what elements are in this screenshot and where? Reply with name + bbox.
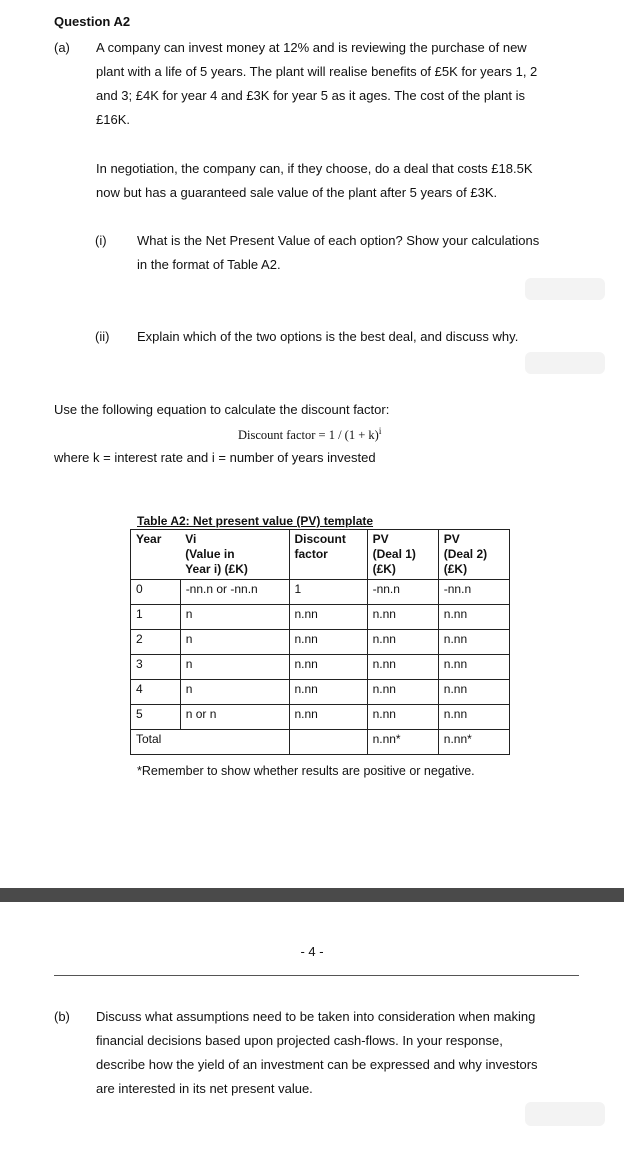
table-caption: Table A2: Net present value (PV) template [137, 514, 374, 528]
cell-year: 3 [131, 655, 181, 680]
cell-value: n [180, 655, 289, 680]
subquestion-i-text [137, 229, 597, 277]
cell-year: 1 [131, 605, 181, 630]
table-row [131, 680, 510, 705]
table-footnote: *Remember to show whether results are positive or negative. [137, 764, 475, 778]
part-b-line: are interested in its net present value. [96, 1081, 313, 1096]
header-vi-line: Year i) (£K) [185, 562, 248, 576]
table-total-row [131, 730, 510, 755]
cell-discount: n.nn [289, 655, 367, 680]
header-discount-line: Discount [294, 532, 346, 546]
cell-year: 0 [131, 580, 181, 605]
header-pv2-line: (Deal 2) [443, 547, 488, 561]
cell-discount: n.nn [289, 605, 367, 630]
header-vi [180, 530, 289, 580]
cell-discount: n.nn [289, 630, 367, 655]
part-b-line: financial decisions based upon projected cash-flows. In your response, [96, 1033, 503, 1048]
part-b-label: (b) [54, 1009, 70, 1024]
header-pv-deal-2 [438, 530, 509, 580]
header-pv1-line: (Deal 1) [372, 547, 416, 561]
cell-discount: n.nn [289, 705, 367, 730]
cell-total-value [180, 730, 289, 755]
header-year: Year [131, 530, 181, 580]
part-a-line: plant with a life of 5 years. The plant will realise benefits of £5K for years 1, 2 [96, 64, 538, 79]
cell-pv2: -nn.n [438, 580, 509, 605]
cell-year: 5 [131, 705, 181, 730]
page-number: - 4 - [300, 944, 324, 959]
cell-total-pv1: n.nn* [367, 730, 438, 755]
header-pv2-line: PV [443, 532, 460, 546]
cell-pv1: n.nn [367, 630, 438, 655]
cell-value: n or n [180, 705, 289, 730]
subquestion-i-line: in the format of Table A2. [137, 257, 281, 272]
table-row [131, 605, 510, 630]
negotiation-line: now but has a guaranteed sale value of the plant after 5 years of £3K. [96, 185, 498, 200]
header-discount-factor [289, 530, 367, 580]
part-a-body [96, 36, 596, 132]
cell-year: 4 [131, 680, 181, 705]
table-row [131, 580, 510, 605]
page-break-bar [0, 888, 624, 902]
subquestion-ii-text: Explain which of the two options is the best deal, and discuss why. [137, 329, 519, 344]
formula-exponent: i [378, 426, 382, 436]
cell-total-pv2: n.nn* [438, 730, 509, 755]
subquestion-i-label: (i) [95, 233, 107, 248]
faded-answer-box [525, 1102, 605, 1126]
subquestion-i-line: What is the Net Present Value of each option? Show your calculations [137, 233, 540, 248]
cell-value: n [180, 630, 289, 655]
cell-pv1: n.nn [367, 705, 438, 730]
header-vi-line: (Value in [185, 547, 235, 561]
cell-pv1: n.nn [367, 605, 438, 630]
part-b-line: Discuss what assumptions need to be taken into consideration when making [96, 1009, 536, 1024]
faded-answer-box [525, 352, 605, 374]
pv-table [130, 529, 510, 755]
question-heading: Question A2 [54, 14, 131, 29]
discount-factor-formula [238, 426, 381, 443]
faded-answer-box [525, 278, 605, 300]
negotiation-line: In negotiation, the company can, if they choose, do a deal that costs £18.5K [96, 161, 533, 176]
cell-discount: n.nn [289, 680, 367, 705]
subquestion-ii-label: (ii) [95, 329, 110, 344]
cell-value: n [180, 605, 289, 630]
cell-pv1: n.nn [367, 680, 438, 705]
header-pv2-line: (£K) [443, 562, 468, 576]
cell-value: n [180, 680, 289, 705]
header-vi-line: Vi [185, 532, 197, 546]
part-a-line: A company can invest money at 12% and is reviewing the purchase of new [96, 40, 527, 55]
cell-value: -nn.n or -nn.n [180, 580, 289, 605]
cell-pv2: n.nn [438, 705, 509, 730]
formula-text: Discount factor = 1 / (1 + k) [238, 428, 379, 443]
cell-pv2: n.nn [438, 630, 509, 655]
page-divider [54, 975, 579, 976]
cell-pv2: n.nn [438, 655, 509, 680]
header-pv-deal-1 [367, 530, 438, 580]
cell-year: 2 [131, 630, 181, 655]
cell-pv1: -nn.n [367, 580, 438, 605]
table-row [131, 705, 510, 730]
cell-pv2: n.nn [438, 680, 509, 705]
cell-discount: 1 [289, 580, 367, 605]
part-b-line: describe how the yield of an investment can be expressed and why investors [96, 1057, 538, 1072]
cell-total-discount [289, 730, 367, 755]
table-row [131, 630, 510, 655]
header-discount-line: factor [294, 547, 328, 561]
part-a-line: and 3; £4K for year 4 and £3K for year 5 as it ages. The cost of the plant is [96, 88, 526, 103]
header-pv1-line: (£K) [372, 562, 396, 576]
part-a-line: £16K. [96, 112, 130, 127]
cell-total-label: Total [131, 730, 181, 755]
part-a-label: (a) [54, 40, 70, 55]
cell-pv2: n.nn [438, 605, 509, 630]
cell-pv1: n.nn [367, 655, 438, 680]
table-row [131, 655, 510, 680]
negotiation-paragraph [96, 157, 596, 205]
equation-where: where k = interest rate and i = number of years invested [54, 450, 376, 465]
header-pv1-line: PV [372, 532, 389, 546]
part-b-body [96, 1005, 596, 1101]
table-header-row [131, 530, 510, 580]
equation-intro: Use the following equation to calculate the discount factor: [54, 402, 390, 417]
